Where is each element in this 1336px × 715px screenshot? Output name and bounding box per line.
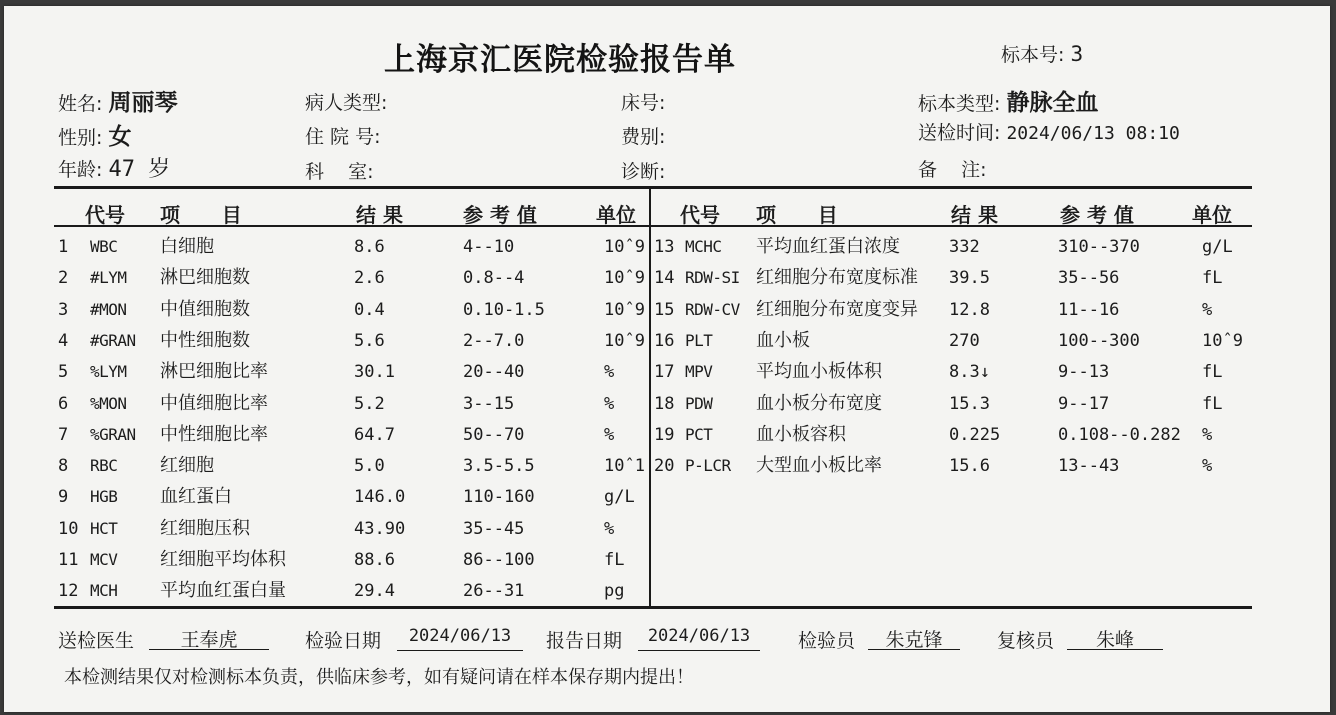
- cell-code: MCHC: [685, 237, 722, 256]
- cell-reference: 110-160: [463, 487, 535, 507]
- cell-item: 血小板容积: [756, 424, 846, 445]
- cell-unit: 10ˆ9: [1202, 331, 1243, 351]
- cell-unit: g/L: [604, 487, 635, 507]
- header-code-right: 代号: [680, 203, 720, 227]
- cell-result: 8.3↓: [949, 362, 990, 382]
- cell-result: 29.4: [354, 581, 395, 601]
- reviewer-label: 复核员: [997, 630, 1055, 652]
- cell-no: 1: [58, 237, 69, 257]
- cell-result: 12.8: [949, 300, 990, 320]
- tester-label: 检验员: [798, 630, 856, 652]
- patient-age-label: 年龄:: [58, 159, 103, 181]
- cell-item: 中性细胞比率: [160, 424, 268, 445]
- cell-unit: %: [604, 425, 615, 445]
- cell-no: 20: [654, 456, 675, 476]
- doctor-label: 送检医生: [58, 630, 135, 652]
- cell-result: 270: [949, 331, 980, 351]
- cell-result: 15.6: [949, 456, 990, 476]
- diagnosis-label: 诊断:: [621, 161, 666, 183]
- cell-no: 19: [654, 425, 675, 445]
- cell-reference: 2--7.0: [463, 331, 525, 351]
- cell-code: WBC: [90, 237, 118, 256]
- header-result-left: 结 果: [356, 203, 403, 227]
- cell-result: 5.0: [354, 456, 385, 476]
- cell-no: 14: [654, 268, 675, 288]
- header-code-left: 代号: [85, 203, 125, 227]
- cell-reference: 26--31: [463, 581, 525, 601]
- cell-no: 9: [58, 487, 69, 507]
- cell-code: RDW-SI: [685, 268, 740, 287]
- cell-no: 5: [58, 362, 69, 382]
- cell-item: 白细胞: [160, 236, 214, 257]
- cell-reference: 50--70: [463, 425, 525, 445]
- cell-reference: 35--45: [463, 519, 525, 539]
- cell-reference: 100--300: [1058, 331, 1140, 351]
- header-result-right: 结 果: [951, 203, 998, 227]
- submit-time: 2024/06/13 08:10: [1006, 123, 1180, 144]
- specimen-type-label: 标本类型:: [918, 93, 1001, 115]
- cell-code: PLT: [685, 331, 713, 350]
- cell-no: 11: [58, 550, 79, 570]
- cell-reference: 9--13: [1058, 362, 1110, 382]
- cell-unit: g/L: [1202, 237, 1233, 257]
- cell-no: 18: [654, 394, 675, 414]
- cell-code: P-LCR: [685, 456, 731, 475]
- cell-result: 2.6: [354, 268, 385, 288]
- cell-no: 8: [58, 456, 69, 476]
- cell-code: MCV: [90, 550, 118, 569]
- cell-reference: 20--40: [463, 362, 525, 382]
- cell-no: 15: [654, 300, 675, 320]
- cell-reference: 0.10-1.5: [463, 300, 545, 320]
- header-item-left: 项 目: [160, 203, 242, 227]
- test-date: 2024/06/13: [397, 626, 523, 651]
- cell-item: 血红蛋白: [160, 486, 232, 507]
- table-top-rule: [54, 186, 1252, 189]
- header-reference-right: 参 考 值: [1060, 203, 1134, 227]
- report-title: 上海京汇医院检验报告单: [384, 42, 736, 78]
- cell-reference: 310--370: [1058, 237, 1140, 257]
- cell-unit: 10ˆ9: [604, 268, 645, 288]
- specimen-type: 静脉全血: [1006, 90, 1099, 116]
- cell-code: #LYM: [90, 268, 127, 287]
- tester-name: 朱克锋: [868, 625, 960, 650]
- cell-result: 30.1: [354, 362, 395, 382]
- cell-unit: %: [1202, 300, 1213, 320]
- cell-no: 4: [58, 331, 69, 351]
- cell-result: 15.3: [949, 394, 990, 414]
- cell-unit: %: [604, 519, 615, 539]
- cell-code: HCT: [90, 519, 118, 538]
- cell-result: 5.2: [354, 394, 385, 414]
- cell-code: RBC: [90, 456, 118, 475]
- cell-no: 10: [58, 519, 79, 539]
- cell-reference: 0.8--4: [463, 268, 525, 288]
- patient-name-label: 姓名:: [58, 93, 103, 115]
- cell-item: 红细胞: [160, 455, 214, 476]
- patient-age: 47 岁: [108, 157, 171, 182]
- cell-code: %LYM: [90, 362, 127, 381]
- submit-time-label: 送检时间:: [918, 122, 1001, 144]
- cell-unit: 10ˆ1: [604, 456, 645, 476]
- cell-reference: 86--100: [463, 550, 535, 570]
- cell-reference: 3.5-5.5: [463, 456, 535, 476]
- cell-no: 13: [654, 237, 675, 257]
- patient-sex-field: [58, 118, 131, 151]
- table-bottom-rule: [54, 606, 1252, 609]
- cell-code: %GRAN: [90, 425, 136, 444]
- cell-unit: 10ˆ9: [604, 237, 645, 257]
- cell-item: 中值细胞比率: [160, 393, 268, 414]
- lab-report-sheet: [4, 6, 1330, 712]
- header-unit-left: 单位: [596, 203, 636, 227]
- cell-item: 平均血红蛋白浓度: [756, 236, 900, 257]
- reviewer-name: 朱峰: [1067, 625, 1163, 650]
- cell-no: 16: [654, 331, 675, 351]
- cell-code: HGB: [90, 487, 118, 506]
- cell-no: 12: [58, 581, 79, 601]
- cell-item: 平均血红蛋白量: [160, 580, 286, 601]
- cell-unit: %: [604, 394, 615, 414]
- cell-result: 0.225: [949, 425, 1001, 445]
- cell-result: 64.7: [354, 425, 395, 445]
- patient-sex: 女: [108, 124, 132, 150]
- department-label: 科 室:: [305, 161, 374, 183]
- cell-reference: 3--15: [463, 394, 515, 414]
- cell-unit: 10ˆ9: [604, 300, 645, 320]
- admission-number-label: 住 院 号:: [305, 126, 381, 148]
- cell-item: 淋巴细胞比率: [160, 361, 268, 382]
- patient-sex-label: 性别:: [58, 127, 103, 149]
- cell-result: 0.4: [354, 300, 385, 320]
- report-date: 2024/06/13: [638, 626, 760, 651]
- cell-item: 血小板分布宽度: [756, 393, 882, 414]
- cell-code: MCH: [90, 581, 118, 600]
- table-center-divider: [649, 186, 651, 607]
- cell-item: 大型血小板比率: [756, 455, 882, 476]
- cell-item: 淋巴细胞数: [160, 267, 250, 288]
- cell-result: 8.6: [354, 237, 385, 257]
- cell-reference: 0.108--0.282: [1058, 425, 1181, 445]
- specimen-number: [1001, 40, 1083, 67]
- specimen-type-field: [918, 84, 1098, 117]
- cell-unit: 10ˆ9: [604, 331, 645, 351]
- cell-item: 红细胞分布宽度标准: [756, 267, 918, 288]
- header-unit-right: 单位: [1192, 203, 1232, 227]
- cell-reference: 9--17: [1058, 394, 1110, 414]
- cell-unit: fL: [1202, 394, 1223, 414]
- patient-name: 周丽琴: [108, 90, 178, 116]
- cell-code: PDW: [685, 394, 713, 413]
- cell-result: 332: [949, 237, 980, 257]
- cell-unit: fL: [1202, 268, 1223, 288]
- cell-no: 6: [58, 394, 69, 414]
- cell-reference: 13--43: [1058, 456, 1120, 476]
- remark-label: 备 注:: [918, 159, 987, 181]
- cell-item: 中性细胞数: [160, 330, 250, 351]
- cell-result: 146.0: [354, 487, 406, 507]
- cell-item: 红细胞压积: [160, 518, 250, 539]
- cell-unit: %: [604, 362, 615, 382]
- disclaimer-notice: 本检测结果仅对检测标本负责，供临床参考，如有疑问请在样本保存期内提出！: [64, 667, 694, 688]
- doctor-name: 王奉虎: [149, 625, 269, 650]
- cell-item: 平均血小板体积: [756, 361, 882, 382]
- patient-age-field: [58, 152, 170, 183]
- cell-unit: %: [1202, 456, 1213, 476]
- cell-code: MPV: [685, 362, 713, 381]
- cell-no: 7: [58, 425, 69, 445]
- cell-code: RDW-CV: [685, 300, 740, 319]
- report-date-label: 报告日期: [546, 630, 623, 652]
- specimen-number-value: 3: [1070, 42, 1084, 66]
- patient-type-label: 病人类型:: [305, 92, 388, 114]
- cell-code: #GRAN: [90, 331, 136, 350]
- cell-no: 2: [58, 268, 69, 288]
- cell-reference: 4--10: [463, 237, 515, 257]
- cell-code: #MON: [90, 300, 127, 319]
- cell-reference: 11--16: [1058, 300, 1120, 320]
- cell-code: PCT: [685, 425, 713, 444]
- test-date-label: 检验日期: [305, 630, 382, 652]
- cell-unit: pg: [604, 581, 625, 601]
- cell-item: 红细胞平均体积: [160, 549, 286, 570]
- cell-code: %MON: [90, 394, 127, 413]
- cell-result: 39.5: [949, 268, 990, 288]
- fee-type-label: 费别:: [621, 126, 666, 148]
- specimen-number-label: 标本号:: [1001, 44, 1065, 66]
- bed-label: 床号:: [621, 92, 666, 114]
- cell-unit: fL: [1202, 362, 1223, 382]
- cell-item: 红细胞分布宽度变异: [756, 299, 918, 320]
- header-item-right: 项 目: [756, 203, 838, 227]
- submit-time-field: [918, 118, 1180, 145]
- patient-name-field: [58, 84, 177, 117]
- cell-reference: 35--56: [1058, 268, 1120, 288]
- cell-result: 5.6: [354, 331, 385, 351]
- cell-item: 中值细胞数: [160, 299, 250, 320]
- header-reference-left: 参 考 值: [463, 203, 537, 227]
- cell-result: 88.6: [354, 550, 395, 570]
- cell-no: 3: [58, 300, 69, 320]
- cell-unit: %: [1202, 425, 1213, 445]
- cell-item: 血小板: [756, 330, 810, 351]
- cell-no: 17: [654, 362, 675, 382]
- cell-result: 43.90: [354, 519, 406, 539]
- cell-unit: fL: [604, 550, 625, 570]
